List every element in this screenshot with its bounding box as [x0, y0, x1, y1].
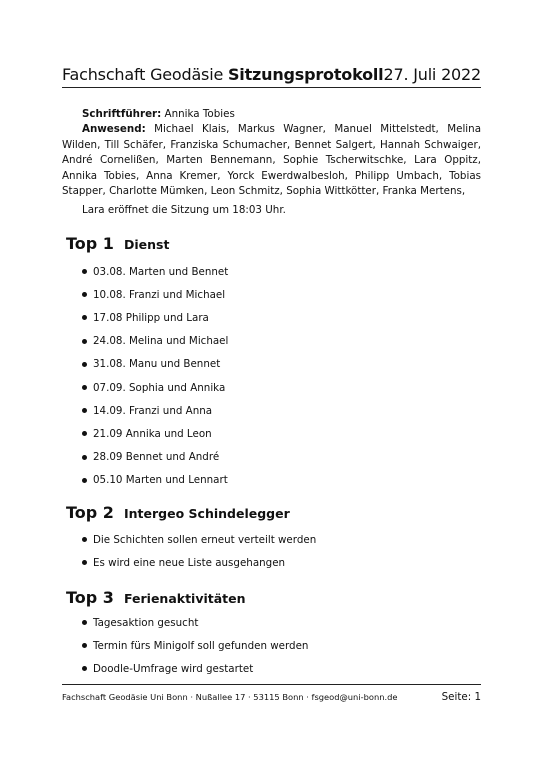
- page-footer: [62, 684, 481, 703]
- top-3-list: [82, 611, 308, 681]
- page-header: [62, 62, 481, 88]
- list-item: 21.09 Annika und Leon: [82, 422, 228, 445]
- top-3-title: Ferienaktivitäten: [124, 591, 246, 606]
- list-item: 31.08. Manu und Bennet: [82, 353, 228, 376]
- list-item: 28.09 Bennet und André: [82, 446, 228, 469]
- top-2-title: Intergeo Schindelegger: [124, 506, 290, 521]
- list-item: 03.08. Marten und Bennet: [82, 260, 228, 283]
- list-item: 07.09. Sophia und Annika: [82, 376, 228, 399]
- top-1-heading: [66, 234, 169, 253]
- list-item: 05.10 Marten und Lennart: [82, 469, 228, 492]
- top-1-list: [82, 260, 228, 492]
- list-item: 14.09. Franzi und Anna: [82, 399, 228, 422]
- bullet-icon: [82, 478, 87, 483]
- bullet-icon: [82, 455, 87, 460]
- header-doc-type: Sitzungsprotokoll: [227, 65, 384, 84]
- top-3-number: Top 3: [66, 588, 114, 607]
- bullet-icon: [82, 620, 87, 625]
- bullet-icon: [82, 431, 87, 436]
- page-number: Seite: 1: [441, 691, 481, 703]
- bullet-icon: [82, 362, 87, 367]
- top-3-heading: [66, 588, 246, 607]
- footer-address: Fachschaft Geodäsie Uni Bonn · Nußallee 17 · 53115 Bonn · fsgeod@uni-bonn.de: [62, 692, 398, 702]
- list-item: Tagesaktion gesucht: [82, 611, 308, 634]
- list-item: 24.08. Melina und Michael: [82, 330, 228, 353]
- header-title: [62, 65, 383, 84]
- bullet-icon: [82, 408, 87, 413]
- top-2-list: [82, 528, 316, 574]
- writer-name: Annika Tobies: [164, 108, 235, 120]
- bullet-icon: [82, 269, 87, 274]
- list-item: 10.08. Franzi und Michael: [82, 283, 228, 306]
- header-date: 27. Juli 2022: [383, 65, 481, 84]
- writer-line: [62, 107, 481, 122]
- header-org: Fachschaft Geodäsie: [62, 65, 224, 84]
- list-item: Es wird eine neue Liste ausgehangen: [82, 551, 316, 574]
- top-2-heading: [66, 503, 290, 522]
- bullet-icon: [82, 643, 87, 648]
- present-label: Anwesend:: [82, 123, 146, 136]
- bullet-icon: [82, 560, 87, 565]
- list-item: Die Schichten sollen erneut verteilt werden: [82, 528, 316, 551]
- list-item: Termin fürs Minigolf soll gefunden werden: [82, 634, 308, 657]
- bullet-icon: [82, 537, 87, 542]
- opening-statement: Lara eröffnet die Sitzung um 18:03 Uhr.: [82, 204, 286, 216]
- meta-block: [62, 107, 481, 199]
- top-2-number: Top 2: [66, 503, 114, 522]
- writer-label: Schriftführer:: [82, 108, 162, 120]
- top-1-title: Dienst: [124, 237, 170, 252]
- present-line: [62, 122, 481, 199]
- present-names: Michael Klais, Markus Wagner, Manuel Mittelstedt, Melina Wilden, Till Schäfer, Franziska Schumacher, Bennet Salgert, Hannah Schwaiger, André Cornelißen, Marten Bennemann, Sophie Tscherwitschke, Lara Oppitz, Annika Tobies, Anna Kremer, Yorck Ewerdwalbesloh, Philipp Umbach, Tobias Stapper, Charlotte Mümken, Leon Schmitz, Sophia Wittkötter, Franka Mertens,: [62, 123, 482, 198]
- bullet-icon: [82, 339, 87, 344]
- bullet-icon: [82, 292, 87, 297]
- top-1-number: Top 1: [66, 234, 114, 253]
- bullet-icon: [82, 666, 87, 671]
- bullet-icon: [82, 385, 87, 390]
- bullet-icon: [82, 315, 87, 320]
- list-item: Doodle-Umfrage wird gestartet: [82, 657, 308, 680]
- list-item: 17.08 Philipp und Lara: [82, 306, 228, 329]
